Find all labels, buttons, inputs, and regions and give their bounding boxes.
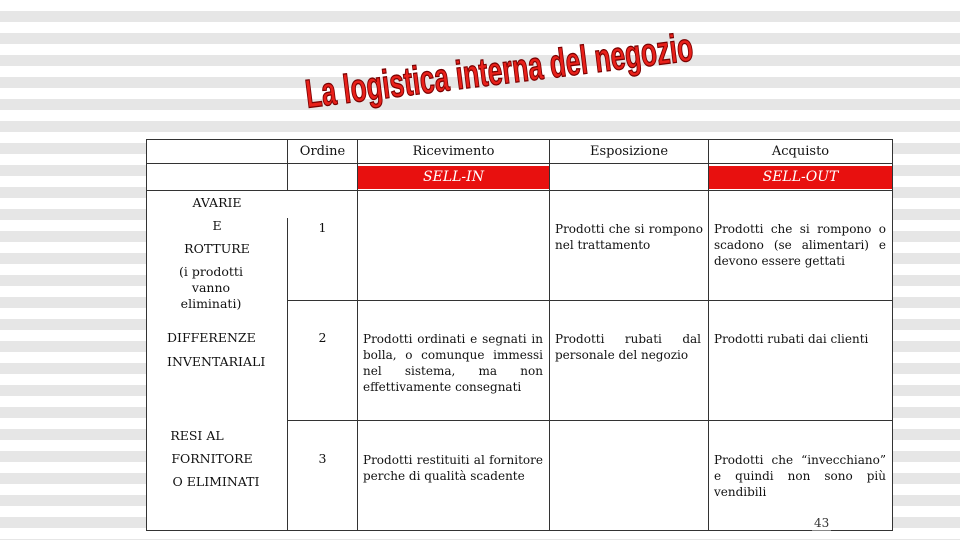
row-1-ordine: 1 [318,220,327,235]
row-1-label [147,195,287,312]
row-1-acquisto: Prodotti che si rompono o scadono (se alimentari) e devono essere gettati [714,222,886,268]
row-3-acquisto: Prodotti che “invecchiano” e quindi non sono più vendibili [714,453,886,499]
row-2-label-line: DIFFERENZE [167,330,256,345]
row-1-label-line: AVARIE [192,195,242,210]
row-1-label-line: (i prodotti vanno eliminati) [179,264,243,311]
page-number: 43 [814,516,830,530]
header-acquisto: Acquisto [771,144,830,159]
page-title [300,0,900,122]
row-3-label-line: RESI AL [170,428,224,443]
row-1-label-line: E [212,218,222,233]
row-3-label-line: O ELIMINATI [172,474,260,489]
sell-out-badge: SELL-OUT [709,166,892,189]
page-title-text: La logistica interna del negozio [303,0,900,117]
row-2-ricevimento: Prodotti ordinati e segnati in bolla, o comunque immessi nel sistema, ma non effettivamente consegnati [363,332,543,394]
row-2-ordine: 2 [318,330,327,345]
row-3-label-line: FORNITORE [171,451,253,466]
row-1-label-line: ROTTURE [184,241,250,256]
header-ricevimento: Ricevimento [412,144,495,159]
sell-in-badge: SELL-IN [358,166,549,189]
logistics-table [146,139,893,531]
row-2-label-line: INVENTARIALI [167,354,266,369]
row-2-label [167,330,287,370]
row-3-ordine: 3 [318,451,327,466]
header-ordine: Ordine [299,144,346,159]
row-3-ricevimento: Prodotti restituiti al fornitore perche di qualità scadente [363,453,543,483]
row-2-esposizione: Prodotti rubati dal personale del negozio [555,332,701,362]
row-1-esposizione: Prodotti che si rompono nel trattamento [555,222,703,252]
row-3-label [147,428,287,490]
row-2-acquisto: Prodotti rubati dai clienti [714,332,869,346]
page-title-art [300,0,900,122]
header-esposizione: Esposizione [589,144,669,159]
